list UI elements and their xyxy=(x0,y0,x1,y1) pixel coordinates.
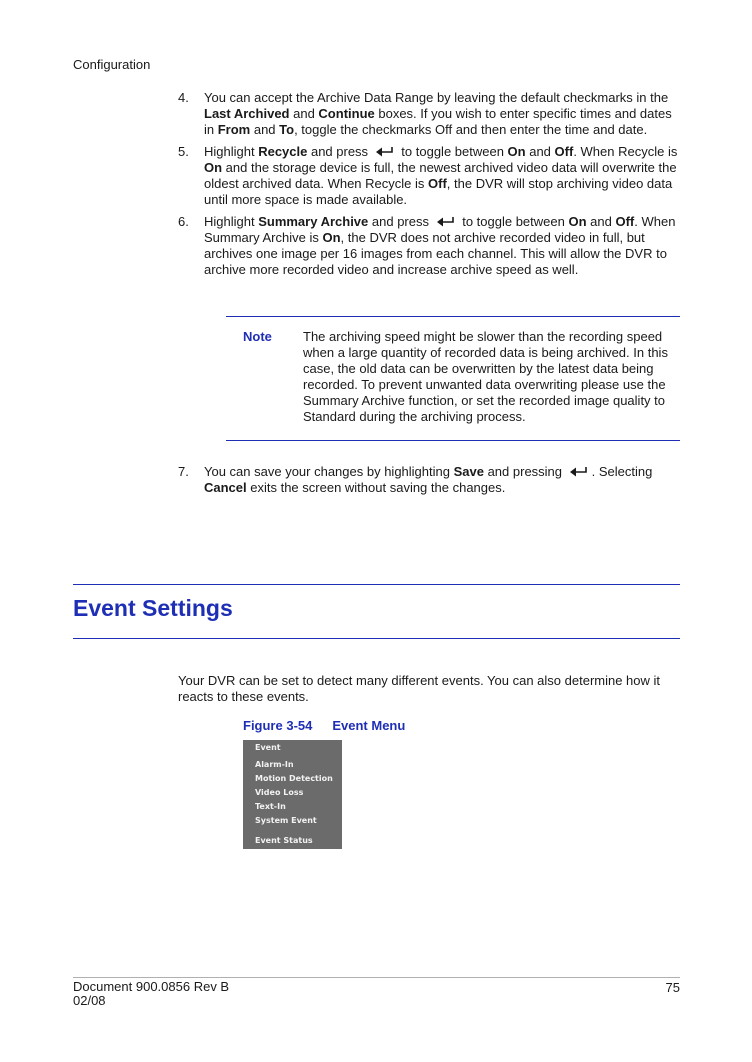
footer-document-id: Document 900.0856 Rev B xyxy=(73,979,230,994)
text-run: Highlight xyxy=(204,144,259,159)
step-text xyxy=(204,144,680,208)
step-5 xyxy=(178,144,680,208)
text-run: and xyxy=(289,106,319,121)
menu-item-alarm-in: Alarm-In xyxy=(255,760,294,769)
step-number: 5. xyxy=(178,144,189,159)
enter-key-icon xyxy=(569,466,589,477)
section-bottom-rule xyxy=(73,638,680,639)
section-top-rule xyxy=(73,584,680,585)
text-run: and the storage device is full, the newest archived video data will overwrite the oldest archived data. When Recycle is xyxy=(204,160,677,191)
menu-item-motion-detection: Motion Detection xyxy=(255,774,333,783)
bold-term: Cancel xyxy=(204,480,247,495)
step-number: 7. xyxy=(178,464,189,479)
bold-term: On xyxy=(322,230,341,245)
footer-date: 02/08 xyxy=(73,993,106,1008)
figure-title: Event Menu xyxy=(332,718,406,733)
text-run: You can save your changes by highlighting xyxy=(204,464,454,479)
step-7 xyxy=(178,464,680,502)
bold-term: Recycle xyxy=(258,144,308,159)
enter-key-icon xyxy=(436,216,456,227)
bold-term: Off xyxy=(554,144,574,159)
step-text xyxy=(204,214,680,278)
text-run: and press xyxy=(368,214,433,229)
text-run: . When Recycle is xyxy=(573,144,678,159)
note-top-rule xyxy=(226,316,680,317)
enter-key-icon xyxy=(375,146,395,157)
text-run: Highlight xyxy=(204,214,259,229)
step-number: 6. xyxy=(178,214,189,229)
bold-term: From xyxy=(217,122,251,137)
step-text xyxy=(204,90,680,138)
page-number: 75 xyxy=(665,980,680,995)
figure-caption xyxy=(243,718,405,733)
menu-item-video-loss: Video Loss xyxy=(255,788,304,797)
step-number: 4. xyxy=(178,90,189,105)
text-run: You can accept the Archive Data Range by leaving the default checkmarks in the xyxy=(204,90,669,105)
step-4 xyxy=(178,90,680,138)
text-run: and xyxy=(525,144,555,159)
section-intro: Your DVR can be set to detect many different events. You can also determine how it reacts to these events. xyxy=(178,673,661,704)
text-run: and xyxy=(250,122,280,137)
event-menu-screenshot xyxy=(243,740,342,849)
text-run: , the DVR will stop archiving video data until more space is made available. xyxy=(204,176,673,207)
step-6 xyxy=(178,214,680,278)
running-header: Configuration xyxy=(73,57,151,72)
bold-term: Off xyxy=(428,176,447,191)
figure-number: Figure 3-54 xyxy=(243,718,313,733)
bold-term: On xyxy=(568,214,587,229)
footer-document-info xyxy=(73,980,229,1008)
menu-item-text-in: Text-In xyxy=(255,802,286,811)
bold-term: On xyxy=(204,160,223,175)
footer-rule xyxy=(73,977,680,978)
menu-item-event-status: Event Status xyxy=(255,836,313,845)
text-run: , the DVR does not archive recorded video in full, but archives one image per 16 images from each channel. This will allow the DVR to archive more recorded video and increase archive speed as well. xyxy=(204,230,667,277)
bold-term: Save xyxy=(453,464,484,479)
section-heading: Event Settings xyxy=(73,595,233,621)
bold-term: Last Archived xyxy=(204,106,290,121)
note-text: The archiving speed might be slower than the recording speed when a large quantity of recorded data is being archived. In this case, the old data can be overwritten by the latest data being recorded. To prevent unwanted data overwriting please use the Summary Archive function, or set the recorded image quality to Standard during the archiving process. xyxy=(303,329,668,424)
text-run: . Selecting xyxy=(591,464,653,479)
menu-item-system-event: System Event xyxy=(255,816,317,825)
bold-term: On xyxy=(507,144,526,159)
note-label: Note xyxy=(243,329,272,344)
text-run: and xyxy=(586,214,616,229)
bold-term: Continue xyxy=(318,106,375,121)
text-run: , toggle the checkmarks Off and then enter the time and date. xyxy=(294,122,648,137)
text-run: and press xyxy=(307,144,372,159)
text-run: to toggle between xyxy=(397,144,508,159)
text-run: . When Summary Archive is xyxy=(204,214,676,245)
text-run: and pressing xyxy=(483,464,566,479)
bold-term: Summary Archive xyxy=(258,214,369,229)
procedure-steps xyxy=(178,90,680,284)
bold-term: Off xyxy=(615,214,635,229)
text-run: boxes. If you wish to enter specific times and dates in xyxy=(204,106,672,137)
bold-term: To xyxy=(279,122,295,137)
menu-heading: Event xyxy=(255,743,281,752)
step-text xyxy=(204,464,680,496)
text-run: exits the screen without saving the changes. xyxy=(246,480,506,495)
text-run: to toggle between xyxy=(458,214,569,229)
note-bottom-rule xyxy=(226,440,680,441)
note-callout xyxy=(243,329,680,425)
